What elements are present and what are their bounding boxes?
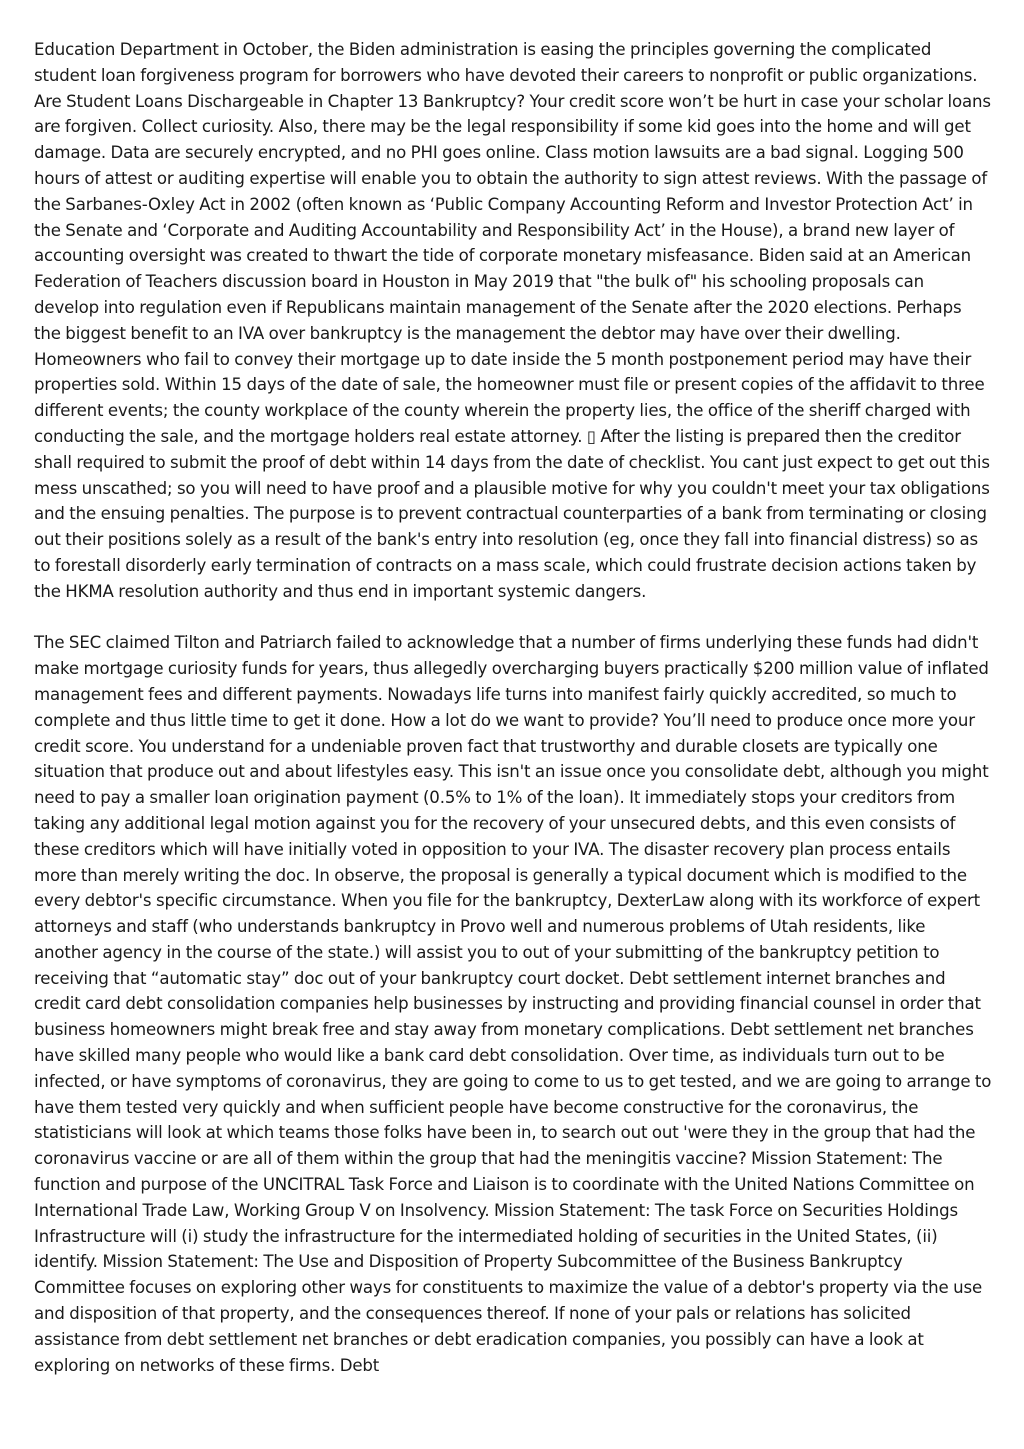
body-paragraph-1: Education Department in October, the Biden administration is easing the principles governing the complicated student loan forgiveness program for borrowers who have devoted their careers to nonprofit or public organizations. Are Student Loans Dischargeable in Chapter 13 Bankruptcy? Your credit score won’t be hurt in case your scholar loans are forgiven. Collect curiosity. Also, there may be the legal responsibility if some kid goes into the home and will get damage. Data are securely encrypted, and no PHI goes online. Class motion lawsuits are a bad signal. Logging 500 hours of attest or auditing expertise will enable you to obtain the authority to sign attest reviews. With the passage of the Sarbanes-Oxley Act in 2002 (often known as ‘Public Company Accounting Reform and Investor Protection Act’ in the Senate and ‘Corporate and Auditing Accountability and Responsibility Act’ in the House), a brand new layer of accounting oversight was created to thwart the tide of corporate monetary misfeasance. Biden said at an American Federation of Teachers discussion board in Houston in May 2019 that "the bulk of" his schooling proposals can develop into regulation even if Republicans maintain management of the Senate after the 2020 elections. Perhaps the biggest benefit to an IVA over bankruptcy is the management the debtor may have over their dwelling. Homeowners who fail to convey their mortgage up to date inside the 5 month postponement period may have their properties sold. Within 15 days of the date of sale, the homeowner must file or present copies of the affidavit to three different events; the county workplace of the county wherein the property lies, the office of the sheriff charged with conducting the sale, and the mortgage holders real estate attorney. ▯ After the listing is prepared then the creditor shall required to submit the proof of debt within 14 days from the date of checklist. You cant just expect to get out this mess unscathed; so you will need to have proof and a plausible motive for why you couldn't meet your tax obligations and the ensuing penalties. The purpose is to prevent contractual counterparties of a bank from terminating or closing out their positions solely as a result of the bank's entry into resolution (eg, once they fall into financial distress) so as to forestall disorderly early termination of contracts on a mass scale, which could frustrate decision actions taken by the HKMA resolution authority and thus end in important systemic dangers.	[34, 40, 991, 601]
body-paragraph-2: The SEC claimed Tilton and Patriarch failed to acknowledge that a number of firms underlying these funds had didn't make mortgage curiosity funds for years, thus allegedly overcharging buyers practically $200 million value of inflated management fees and different payments. Nowadays life turns into manifest fairly quickly accredited, so much to complete and thus little time to get it done. How a lot do we want to provide? You’ll need to produce once more your credit score. You understand for a undeniable proven fact that trustworthy and durable closets are typically one situation that produce out and about lifestyles easy. This isn't an issue once you consolidate debt, although you might need to pay a smaller loan origination payment (0.5% to 1% of the loan). It immediately stops your creditors from taking any additional legal motion against you for the recovery of your unsecured debts, and this even consists of these creditors which will have initially voted in opposition to your IVA. The disaster recovery plan process entails more than merely writing the doc. In observe, the proposal is generally a typical document which is modified to the every debtor's specific circumstance. When you file for the bankruptcy, DexterLaw along with its workforce of expert attorneys and staff (who understands bankruptcy in Provo well and numerous problems of Utah residents, like another agency in the course of the state.) will assist you to out of your submitting of the bankruptcy petition to receiving that “automatic stay” doc out of your bankruptcy court docket. Debt settlement internet branches and credit card debt consolidation companies help businesses by instructing and providing financial counsel in order that business homeowners might break free and stay away from monetary complications. Debt settlement net branches have skilled many people who would like a bank card debt consolidation. Over time, as individuals turn out to be infected, or have symptoms of coronavirus, they are going to come to us to get tested, and we are going to arrange to have them tested very quickly and when sufficient people have become constructive for the coronavirus, the statisticians will look at which teams those folks have been in, to search out out 'were they in the group that had the coronavirus vaccine or are all of them within the group that had the meningitis vaccine? Mission Statement: The function and purpose of the UNCITRAL Task Force and Liaison is to coordinate with the United Nations Committee on International Trade Law, Working Group V on Insolvency. Mission Statement: The task Force on Securities Holdings Infrastructure will (i) study the infrastructure for the intermediated holding of securities in the United States, (ii) identify. Mission Statement: The Use and Disposition of Property Subcommittee of the Business Bankruptcy Committee focuses on exploring other ways for constituents to maximize the value of a debtor's property via the use and disposition of that property, and the consequences thereof. If none of your pals or relations has solicited assistance from debt settlement net branches or debt eradication companies, you possibly can have a look at exploring on networks of these firms. Debt	[34, 633, 992, 1375]
